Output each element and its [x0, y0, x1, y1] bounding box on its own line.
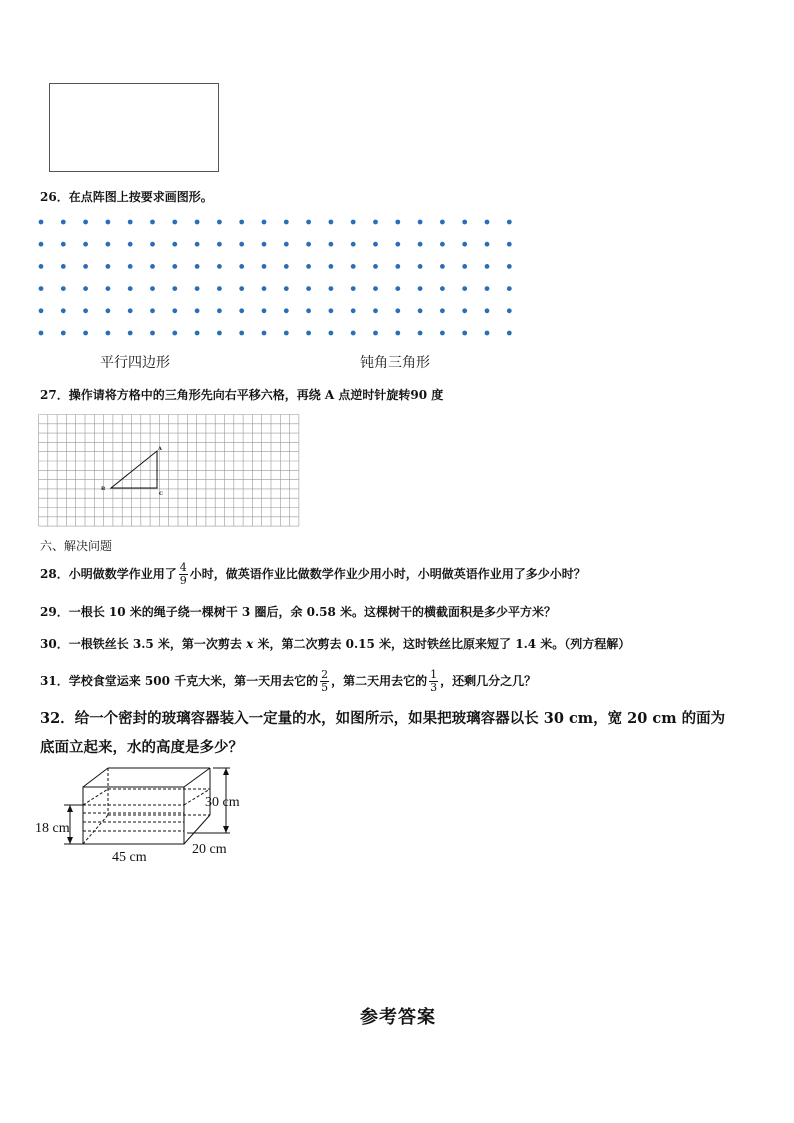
- denominator: 3: [430, 681, 438, 694]
- dim-length-label: 45 cm: [112, 850, 147, 865]
- grid-dot[interactable]: [195, 331, 200, 336]
- grid-dot[interactable]: [39, 308, 44, 313]
- grid-dot[interactable]: [485, 286, 490, 291]
- grid-dot[interactable]: [507, 264, 512, 269]
- grid-dot[interactable]: [329, 242, 334, 247]
- grid-dot[interactable]: [373, 308, 378, 313]
- dim-width-label: 20 cm: [192, 842, 227, 857]
- grid-dot[interactable]: [306, 242, 311, 247]
- question-29: [40, 603, 556, 620]
- grid-dot[interactable]: [262, 286, 267, 291]
- grid-dot[interactable]: [39, 286, 44, 291]
- grid-dot[interactable]: [329, 331, 334, 336]
- text-after: ，还剩几分之几？: [440, 674, 537, 688]
- grid-dot[interactable]: [351, 331, 356, 336]
- grid-dot[interactable]: [150, 220, 155, 225]
- grid-dot[interactable]: [172, 242, 177, 247]
- container-diagram: [30, 760, 260, 865]
- answer-title: 参考答案: [360, 1007, 436, 1028]
- grid-dot[interactable]: [440, 331, 445, 336]
- grid-dot[interactable]: [329, 286, 334, 291]
- grid-dot[interactable]: [462, 242, 467, 247]
- grid-dot[interactable]: [462, 286, 467, 291]
- question-27: [40, 386, 443, 403]
- grid-dot[interactable]: [395, 308, 400, 313]
- question-number: 29．: [40, 605, 69, 619]
- grid-dot[interactable]: [284, 286, 289, 291]
- grid-dot[interactable]: [150, 308, 155, 313]
- question-31: [40, 663, 536, 699]
- fraction-2-5: [320, 669, 329, 694]
- grid-dot[interactable]: [172, 264, 177, 269]
- question-32-line1: [40, 707, 725, 728]
- question-text: 给一个密封的玻璃容器装入一定量的水，如图所示，如果把玻璃容器以长 30 cm，宽 20 cm 的面为: [74, 710, 726, 727]
- grid-dot[interactable]: [39, 331, 44, 336]
- label-c: C: [159, 491, 163, 497]
- grid-dot[interactable]: [485, 308, 490, 313]
- text-middle: ，第二天用去它的: [331, 674, 428, 688]
- denominator: 5: [321, 681, 329, 694]
- grid-dot[interactable]: [83, 264, 88, 269]
- grid-dot[interactable]: [150, 331, 155, 336]
- question-number: 27．: [40, 388, 69, 402]
- grid-dot[interactable]: [284, 264, 289, 269]
- grid-dot[interactable]: [106, 308, 111, 313]
- grid-dot[interactable]: [462, 264, 467, 269]
- grid-dot[interactable]: [284, 308, 289, 313]
- grid-dot[interactable]: [106, 264, 111, 269]
- grid-dot[interactable]: [39, 242, 44, 247]
- grid-dot[interactable]: [440, 286, 445, 291]
- grid-dot[interactable]: [83, 220, 88, 225]
- question-number: 32．: [40, 710, 75, 727]
- text-before: 一根铁丝长 3.5 米，第一次剪去: [68, 637, 247, 651]
- grid-dot[interactable]: [172, 220, 177, 225]
- grid-dot[interactable]: [83, 331, 88, 336]
- grid-dot[interactable]: [418, 242, 423, 247]
- grid-dot[interactable]: [195, 286, 200, 291]
- grid-dot[interactable]: [395, 264, 400, 269]
- grid-dot[interactable]: [217, 308, 222, 313]
- grid-dot[interactable]: [373, 331, 378, 336]
- grid-dot[interactable]: [418, 286, 423, 291]
- grid-dot[interactable]: [128, 286, 133, 291]
- question-text: 一根长 10 米的绳子绕一棵树干 3 圈后，余 0.58 米。这棵树干的横截面积是多少平方米？: [68, 605, 557, 619]
- section-heading: 六、解决问题: [40, 539, 113, 553]
- grid-dot[interactable]: [485, 331, 490, 336]
- grid-dot[interactable]: [306, 220, 311, 225]
- grid-dot[interactable]: [329, 308, 334, 313]
- grid-dot[interactable]: [217, 242, 222, 247]
- grid-dot[interactable]: [61, 242, 66, 247]
- label-b: B: [101, 486, 106, 492]
- grid-dot[interactable]: [106, 286, 111, 291]
- grid-dot[interactable]: [61, 220, 66, 225]
- grid-dot[interactable]: [217, 264, 222, 269]
- grid-dot[interactable]: [61, 308, 66, 313]
- dim-height-label: 30 cm: [205, 795, 240, 810]
- grid-dot[interactable]: [150, 242, 155, 247]
- grid-dot[interactable]: [373, 242, 378, 247]
- grid-dot[interactable]: [172, 286, 177, 291]
- grid-dot[interactable]: [462, 308, 467, 313]
- grid-dot[interactable]: [440, 308, 445, 313]
- question-text: 操作请将方格中的三角形先向右平移六格，再绕 A 点逆时针旋转90 度: [68, 388, 444, 402]
- grid-dot[interactable]: [351, 286, 356, 291]
- grid-dot[interactable]: [39, 220, 44, 225]
- grid-dot[interactable]: [284, 220, 289, 225]
- fraction-1-3: [429, 669, 438, 694]
- text-before: 小明做数学作业用了: [68, 567, 177, 581]
- grid-dot[interactable]: [217, 331, 222, 336]
- grid-dot[interactable]: [172, 308, 177, 313]
- grid-dot[interactable]: [329, 220, 334, 225]
- grid-dot[interactable]: [262, 308, 267, 313]
- grid-dot[interactable]: [485, 264, 490, 269]
- caption-obtuse-triangle: 钝角三角形: [360, 355, 430, 371]
- grid-dot[interactable]: [306, 331, 311, 336]
- grid-dot[interactable]: [195, 308, 200, 313]
- square-grid[interactable]: [38, 414, 300, 528]
- grid-dot[interactable]: [83, 242, 88, 247]
- grid-dot[interactable]: [106, 331, 111, 336]
- grid-dot[interactable]: [440, 242, 445, 247]
- grid-dot[interactable]: [128, 331, 133, 336]
- grid-dot[interactable]: [195, 264, 200, 269]
- grid-dot[interactable]: [239, 308, 244, 313]
- grid-dot[interactable]: [128, 264, 133, 269]
- water-level: [83, 789, 210, 831]
- numerator: 2: [321, 668, 329, 681]
- question-28: [40, 556, 586, 592]
- caption-parallelogram: 平行四边形: [100, 355, 170, 371]
- fraction-4-9: [179, 562, 188, 587]
- grid-dot[interactable]: [150, 286, 155, 291]
- numerator: 1: [430, 668, 438, 681]
- grid-dot[interactable]: [262, 331, 267, 336]
- variable-x: x: [246, 637, 254, 651]
- grid-dot[interactable]: [306, 286, 311, 291]
- grid-dot[interactable]: [418, 264, 423, 269]
- grid-dot[interactable]: [262, 264, 267, 269]
- grid-dot[interactable]: [262, 220, 267, 225]
- grid-dot[interactable]: [351, 264, 356, 269]
- grid-dot[interactable]: [172, 331, 177, 336]
- grid-dot[interactable]: [507, 242, 512, 247]
- grid-dot[interactable]: [239, 286, 244, 291]
- grid-dot[interactable]: [61, 331, 66, 336]
- grid-dot[interactable]: [61, 286, 66, 291]
- question-30: [40, 635, 630, 652]
- grid-dot[interactable]: [128, 242, 133, 247]
- dot-grid[interactable]: [30, 212, 520, 340]
- question-number: 30．: [40, 637, 69, 651]
- text-before: 学校食堂运来 500 千克大米，第一天用去它的: [68, 674, 319, 688]
- grid-dot[interactable]: [39, 264, 44, 269]
- grid-dot[interactable]: [373, 264, 378, 269]
- numerator: 4: [179, 561, 187, 574]
- grid-dot[interactable]: [128, 308, 133, 313]
- text-after: 小时，做英语作业比做数学作业少用小时，小明做英语作业用了多少小时？: [189, 567, 586, 581]
- grid-dot[interactable]: [306, 264, 311, 269]
- grid-dot[interactable]: [239, 264, 244, 269]
- denominator: 9: [179, 574, 187, 587]
- grid-dot[interactable]: [440, 264, 445, 269]
- grid-dot[interactable]: [106, 220, 111, 225]
- grid-dot[interactable]: [83, 308, 88, 313]
- label-a: A: [158, 446, 162, 452]
- blank-rectangle: [49, 83, 219, 172]
- grid-dot[interactable]: [507, 286, 512, 291]
- grid-dot[interactable]: [418, 331, 423, 336]
- question-number: 26．: [40, 190, 69, 204]
- grid-dot[interactable]: [395, 331, 400, 336]
- grid-dot[interactable]: [485, 220, 490, 225]
- question-number: 31．: [40, 674, 69, 688]
- grid-dot[interactable]: [507, 308, 512, 313]
- grid-dot[interactable]: [395, 242, 400, 247]
- grid-dot[interactable]: [395, 286, 400, 291]
- grid-dot[interactable]: [262, 242, 267, 247]
- dim-water-label: 18 cm: [35, 821, 70, 836]
- text-after: 米，第二次剪去 0.15 米，这时铁丝比原来短了 1.4 米。（列方程解）: [253, 637, 631, 651]
- grid-dot[interactable]: [217, 286, 222, 291]
- grid-dot[interactable]: [195, 242, 200, 247]
- grid-dot[interactable]: [373, 220, 378, 225]
- grid-dot[interactable]: [485, 242, 490, 247]
- grid-dot[interactable]: [351, 308, 356, 313]
- grid-dot[interactable]: [351, 220, 356, 225]
- grid-dot[interactable]: [61, 264, 66, 269]
- grid-dot[interactable]: [83, 286, 88, 291]
- grid-dot[interactable]: [507, 331, 512, 336]
- question-32-line2: 底面立起来，水的高度是多少？: [40, 739, 243, 756]
- question-number: 28．: [40, 567, 69, 581]
- grid-dot[interactable]: [329, 264, 334, 269]
- grid-dot[interactable]: [507, 220, 512, 225]
- grid-dot[interactable]: [373, 286, 378, 291]
- grid-dot[interactable]: [128, 220, 133, 225]
- grid-dot[interactable]: [106, 242, 111, 247]
- grid-dot[interactable]: [418, 308, 423, 313]
- grid-dot[interactable]: [306, 308, 311, 313]
- grid-dot[interactable]: [284, 242, 289, 247]
- grid-dot[interactable]: [239, 220, 244, 225]
- grid-dot[interactable]: [418, 220, 423, 225]
- grid-dot[interactable]: [462, 331, 467, 336]
- question-text: 在点阵图上按要求画图形。: [68, 190, 213, 204]
- grid-dot[interactable]: [395, 220, 400, 225]
- grid-dot[interactable]: [195, 220, 200, 225]
- grid-dot[interactable]: [150, 264, 155, 269]
- grid-dot[interactable]: [217, 220, 222, 225]
- grid-dot[interactable]: [239, 242, 244, 247]
- grid-dot[interactable]: [239, 331, 244, 336]
- grid-dot[interactable]: [351, 242, 356, 247]
- grid-dot[interactable]: [462, 220, 467, 225]
- grid-dot[interactable]: [440, 220, 445, 225]
- question-26: [40, 188, 213, 205]
- grid-dot[interactable]: [284, 331, 289, 336]
